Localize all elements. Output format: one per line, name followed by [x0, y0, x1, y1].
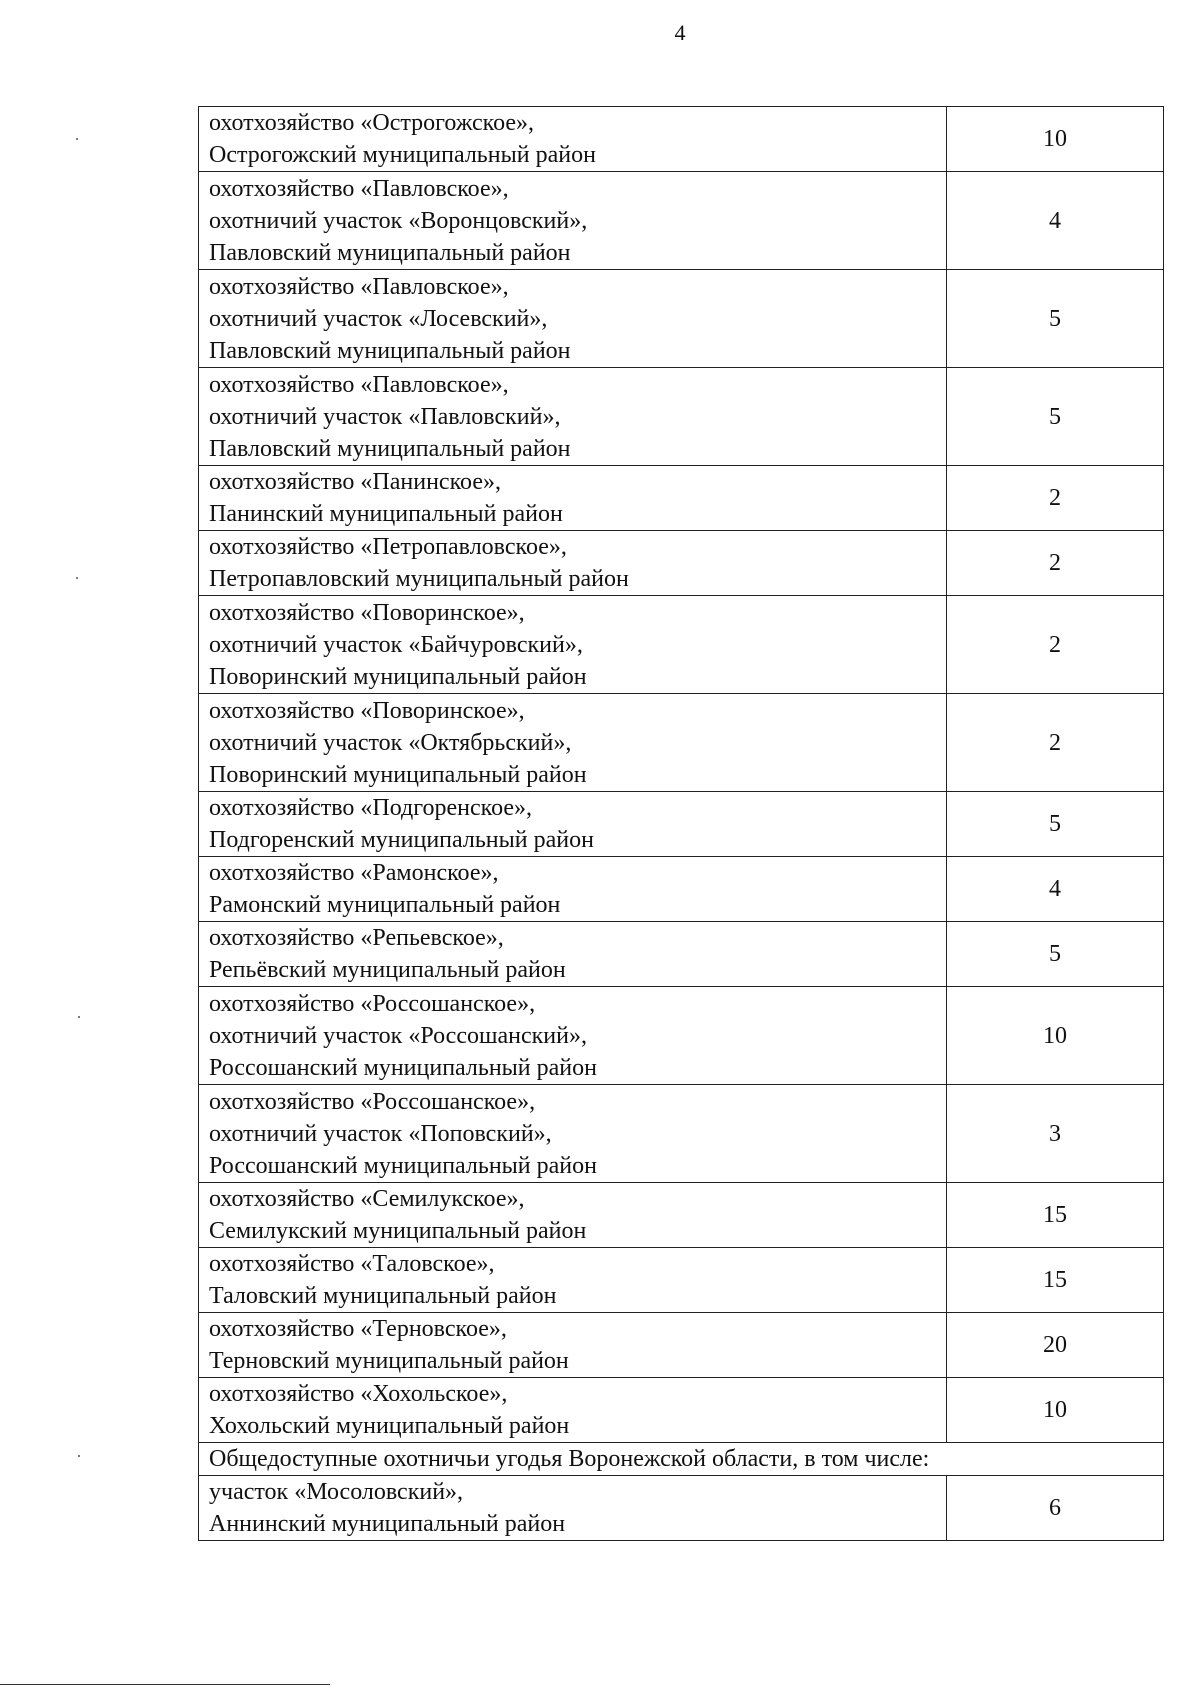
- name-line: Павловский муниципальный район: [209, 239, 571, 266]
- hunting-ground-value: 15: [947, 1248, 1164, 1313]
- name-line: охотничий участок «Байчуровский»,: [209, 631, 583, 658]
- table-row: [199, 172, 1164, 270]
- name-line: Панинский муниципальный район: [209, 501, 563, 527]
- hunting-ground-name: [199, 792, 947, 857]
- hunting-ground-name: [199, 172, 947, 270]
- table-row: [199, 1378, 1164, 1443]
- hunting-ground-value: 2: [947, 531, 1164, 596]
- name-line: Репьёвский муниципальный район: [209, 957, 566, 983]
- name-line: Петропавловский муниципальный район: [209, 566, 629, 592]
- name-line: Терновский муниципальный район: [209, 1348, 569, 1374]
- table-row: [199, 466, 1164, 531]
- name-line: охотхозяйство «Поворинское»,: [209, 599, 525, 626]
- hunting-ground-name: [199, 270, 947, 368]
- table-row: [199, 857, 1164, 922]
- name-line: Хохольский муниципальный район: [209, 1413, 570, 1439]
- hunting-ground-value: 5: [947, 792, 1164, 857]
- hunting-ground-name: [199, 1183, 947, 1248]
- name-line: Поворинский муниципальный район: [209, 663, 587, 690]
- name-line: охотхозяйство «Терновское»,: [209, 1316, 507, 1342]
- name-line: охотничий участок «Воронцовский»,: [209, 207, 588, 234]
- name-line: охотхозяйство «Хохольское»,: [209, 1381, 508, 1407]
- hunting-ground-value: 5: [947, 270, 1164, 368]
- table-row: [199, 596, 1164, 694]
- name-line: охотхозяйство «Таловское»,: [209, 1251, 495, 1277]
- table-row: [199, 1085, 1164, 1183]
- name-line: охотхозяйство «Панинское»,: [209, 469, 501, 495]
- name-line: охотхозяйство «Павловское»,: [209, 371, 509, 398]
- name-line: охотхозяйство «Репьевское»,: [209, 925, 504, 951]
- table-row: [199, 1313, 1164, 1378]
- name-line: Рамонский муниципальный район: [209, 892, 561, 918]
- name-line: охотхозяйство «Павловское»,: [209, 175, 509, 202]
- hunting-ground-name: [199, 1085, 947, 1183]
- name-line: Аннинский муниципальный район: [209, 1511, 566, 1537]
- table-row: [199, 107, 1164, 172]
- hunting-ground-value: 6: [947, 1476, 1164, 1541]
- hunting-ground-name: [199, 1378, 947, 1443]
- scan-speck: [78, 1016, 80, 1018]
- hunting-ground-value: 4: [947, 857, 1164, 922]
- table-row: [199, 987, 1164, 1085]
- hunting-ground-name: [199, 694, 947, 792]
- table-row: [199, 792, 1164, 857]
- hunting-ground-value: 2: [947, 596, 1164, 694]
- scan-speck: [76, 577, 78, 579]
- hunting-ground-name: [199, 1248, 947, 1313]
- hunting-ground-value: 10: [947, 1378, 1164, 1443]
- table-row: [199, 1248, 1164, 1313]
- name-line: Россошанский муниципальный район: [209, 1152, 597, 1179]
- table-row: [199, 922, 1164, 987]
- hunting-ground-name: [199, 1313, 947, 1378]
- table-row: [199, 270, 1164, 368]
- scan-speck: [78, 1455, 80, 1457]
- name-line: Семилукский муниципальный район: [209, 1218, 587, 1244]
- name-line: охотхозяйство «Острогожское»,: [209, 110, 535, 136]
- hunting-ground-value: 10: [947, 107, 1164, 172]
- hunting-ground-name: [199, 1476, 947, 1541]
- table-row: [199, 1476, 1164, 1541]
- name-line: Павловский муниципальный район: [209, 435, 571, 462]
- table-row: [199, 531, 1164, 596]
- hunting-ground-value: 4: [947, 172, 1164, 270]
- hunting-ground-name: [199, 368, 947, 466]
- name-line: Поворинский муниципальный район: [209, 761, 587, 788]
- section-heading: Общедоступные охотничьи угодья Воронежской области, в том числе:: [199, 1443, 1164, 1476]
- hunting-ground-name: [199, 531, 947, 596]
- name-line: охотхозяйство «Подгоренское»,: [209, 795, 533, 821]
- name-line: охотничий участок «Поповский»,: [209, 1120, 552, 1147]
- hunting-ground-name: [199, 596, 947, 694]
- name-line: охотхозяйство «Семилукское»,: [209, 1186, 525, 1212]
- hunting-ground-value: 15: [947, 1183, 1164, 1248]
- footer-rule: [0, 1684, 330, 1685]
- table-row: [199, 368, 1164, 466]
- name-line: охотхозяйство «Россошанское»,: [209, 1088, 536, 1115]
- hunting-ground-value: 20: [947, 1313, 1164, 1378]
- name-line: охотничий участок «Октябрьский»,: [209, 729, 572, 756]
- hunting-ground-value: 3: [947, 1085, 1164, 1183]
- name-line: охотхозяйство «Павловское»,: [209, 273, 509, 300]
- name-line: Подгоренский муниципальный район: [209, 827, 594, 853]
- name-line: охотхозяйство «Поворинское»,: [209, 697, 525, 724]
- hunting-ground-value: 2: [947, 466, 1164, 531]
- name-line: охотничий участок «Павловский»,: [209, 403, 561, 430]
- scan-speck: [76, 138, 78, 140]
- hunting-ground-name: [199, 857, 947, 922]
- name-line: охотхозяйство «Петропавловское»,: [209, 534, 567, 560]
- hunting-ground-name: [199, 922, 947, 987]
- hunting-grounds-table: [198, 106, 1164, 1541]
- hunting-ground-value: 10: [947, 987, 1164, 1085]
- name-line: охотхозяйство «Россошанское»,: [209, 990, 536, 1017]
- hunting-ground-value: 5: [947, 922, 1164, 987]
- hunting-ground-name: [199, 987, 947, 1085]
- hunting-ground-value: 5: [947, 368, 1164, 466]
- name-line: охотничий участок «Россошанский»,: [209, 1022, 587, 1049]
- name-line: участок «Мосоловский»,: [209, 1479, 464, 1505]
- hunting-ground-name: [199, 466, 947, 531]
- page-number: 4: [674, 20, 686, 45]
- name-line: Павловский муниципальный район: [209, 337, 571, 364]
- name-line: Россошанский муниципальный район: [209, 1054, 597, 1081]
- hunting-ground-value: 2: [947, 694, 1164, 792]
- name-line: Таловский муниципальный район: [209, 1283, 557, 1309]
- table-row: [199, 1183, 1164, 1248]
- name-line: охотхозяйство «Рамонское»,: [209, 860, 499, 886]
- table-row: [199, 694, 1164, 792]
- name-line: Острогожский муниципальный район: [209, 142, 596, 168]
- hunting-ground-name: [199, 107, 947, 172]
- section-heading-row: [199, 1443, 1164, 1476]
- name-line: охотничий участок «Лосевский»,: [209, 305, 548, 332]
